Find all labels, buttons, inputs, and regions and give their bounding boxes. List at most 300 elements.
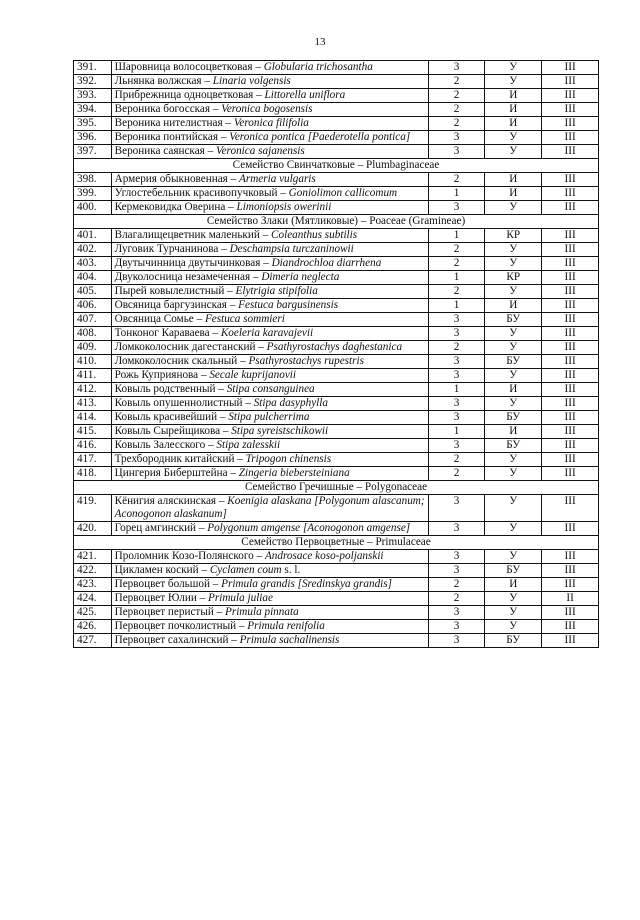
status-cell: У [485,257,542,271]
category-cell: 2 [428,173,485,187]
latin-name: Stipa zalesskii [216,439,281,451]
priority-cell: III [542,634,599,648]
row-number: 410. [74,355,112,369]
category-cell: 1 [428,271,485,285]
row-number: 391. [74,61,112,75]
category-cell: 2 [428,341,485,355]
category-cell: 3 [428,411,485,425]
species-table [73,60,599,648]
status-cell: У [485,369,542,383]
table-row [74,383,599,397]
latin-name: Deschampsia turczaninowii [229,243,354,255]
priority-cell: III [542,397,599,411]
priority-cell: III [542,173,599,187]
table-row [74,61,599,75]
species-name-cell: Ломкоколосник дагестанский – Psathyrostachys daghestanica [111,341,428,355]
table-row [74,271,599,285]
category-cell: 3 [428,369,485,383]
status-cell: У [485,620,542,634]
priority-cell: III [542,550,599,564]
priority-cell: III [542,606,599,620]
status-cell: БУ [485,313,542,327]
row-number: 425. [74,606,112,620]
species-name-cell: Рожь Куприянова – Secale kuprijanovii [111,369,428,383]
species-name-cell: Проломник Козо-Полянского – Androsace koso-poljanskii [111,550,428,564]
species-name-cell: Кермековидка Оверина – Limoniopsis owerinii [111,201,428,215]
row-number: 426. [74,620,112,634]
species-name-cell: Пырей ковылелистный – Elytrigia stipifolia [111,285,428,299]
priority-cell: III [542,285,599,299]
category-cell: 1 [428,187,485,201]
status-cell: БУ [485,411,542,425]
latin-name: Linaria volgensis [212,75,291,87]
species-name-cell: Тонконог Караваева – Koeleria karavajevii [111,327,428,341]
russian-name: Кёнигия аляскинская [114,495,217,507]
russian-name: Прибрежница одноцветковая [114,89,254,101]
category-cell: 2 [428,285,485,299]
status-cell: И [485,117,542,131]
category-cell: 3 [428,327,485,341]
russian-name: Луговик Турчанинова [114,243,219,255]
table-row [74,355,599,369]
table-row [74,467,599,481]
status-cell: И [485,89,542,103]
latin-name: Cyclamen coum [209,564,282,576]
status-cell: И [485,173,542,187]
russian-name: Влагалищецветник маленький [114,229,260,241]
category-cell: 2 [428,117,485,131]
species-name-cell: Льнянка волжская – Linaria volgensis [111,75,428,89]
russian-name: Ломкоколосник дагестанский [114,341,256,353]
row-number: 406. [74,299,112,313]
status-cell: У [485,131,542,145]
row-number: 405. [74,285,112,299]
status-cell: У [485,453,542,467]
row-number: 403. [74,257,112,271]
category-cell: 2 [428,578,485,592]
status-cell: У [485,285,542,299]
table-row [74,299,599,313]
priority-cell: II [542,592,599,606]
latin-name: Festuca bargusinensis [238,299,339,311]
row-number: 422. [74,564,112,578]
row-number: 409. [74,341,112,355]
status-cell: И [485,299,542,313]
table-row [74,117,599,131]
latin-name: Festuca sommieri [204,313,285,325]
latin-name: Secale kuprijanovii [209,369,297,381]
row-number: 412. [74,383,112,397]
russian-name: Овсяница Сомье [114,313,194,325]
priority-cell: III [542,564,599,578]
family-header: Семейство Первоцветные – Primulaceae [74,536,599,550]
priority-cell: III [542,313,599,327]
row-number: 404. [74,271,112,285]
priority-cell: III [542,495,599,522]
synonym-name: [Aconogonon amgense] [302,522,411,534]
latin-name: Primula juliae [208,592,273,604]
table-row [74,425,599,439]
table-row [74,313,599,327]
latin-name: Primula pinnata [225,606,299,618]
category-cell: 3 [428,606,485,620]
russian-name: Вероника саянская [114,145,205,157]
priority-cell: III [542,369,599,383]
table-row [74,131,599,145]
priority-cell: III [542,243,599,257]
category-cell: 3 [428,355,485,369]
table-row [74,495,599,522]
russian-name: Горец амгинский [114,522,197,534]
priority-cell: III [542,75,599,89]
latin-name: Littorella uniflora [264,89,346,101]
russian-name: Вероника нителистная [114,117,223,129]
species-name-cell: Ковыль красивейший – Stipa pulcherrima [111,411,428,425]
species-name-cell: Первоцвет почколистный – Primula renifolia [111,620,428,634]
table-row [74,75,599,89]
latin-name: Tripogon chinensis [245,453,332,465]
latin-name: Veronica filifolia [233,117,309,129]
category-cell: 2 [428,257,485,271]
row-number: 400. [74,201,112,215]
russian-name: Кермековидка Оверина [114,201,226,213]
category-cell: 2 [428,75,485,89]
species-name-cell: Вероника саянская – Veronica sajanensis [111,145,428,159]
russian-name: Рожь Куприянова [114,369,199,381]
status-cell: И [485,425,542,439]
latin-name: Diandrochloa diarrhena [271,257,382,269]
priority-cell: III [542,578,599,592]
status-cell: И [485,103,542,117]
russian-name: Первоцвет Юлии [114,592,197,604]
species-name-cell: Овсяница баргузинская – Festuca bargusinensis [111,299,428,313]
row-number: 424. [74,592,112,606]
category-cell: 1 [428,383,485,397]
row-number: 393. [74,89,112,103]
status-cell: У [485,550,542,564]
russian-name: Первоцвет перистый [114,606,214,618]
priority-cell: III [542,355,599,369]
table-row [74,229,599,243]
row-number: 401. [74,229,112,243]
row-number: 408. [74,327,112,341]
species-name-cell: Углостебельник красивопучковый – Goniolimon callicomum [111,187,428,201]
category-cell: 2 [428,89,485,103]
status-cell: У [485,495,542,522]
row-number: 415. [74,425,112,439]
category-cell: 2 [428,243,485,257]
row-number: 399. [74,187,112,201]
species-name-cell: Горец амгинский – Polygonum amgense [Aconogonon amgense] [111,522,428,536]
latin-name: Primula renifolia [247,620,325,632]
synonym-name: [Polygonum alascanum; Aconogonon alaskanum] [114,495,425,520]
priority-cell: III [542,103,599,117]
species-name-cell: Двуколосница незамеченная – Dimeria neglecta [111,271,428,285]
russian-name: Ломкоколосник скальный [114,355,238,367]
species-name-cell: Первоцвет большой – Primula grandis [Sredinskya grandis] [111,578,428,592]
status-cell: У [485,397,542,411]
family-header-row [74,481,599,495]
table-row [74,89,599,103]
row-number: 418. [74,467,112,481]
russian-name: Тонконог Караваева [114,327,210,339]
russian-name: Первоцвет сахалинский [114,634,229,646]
category-cell: 2 [428,592,485,606]
family-header: Семейство Гречишные – Polygonaceae [74,481,599,495]
latin-name: Primula sachalinensis [239,634,340,646]
category-cell: 2 [428,467,485,481]
latin-name: Stipa dasyphylla [253,397,328,409]
table-row [74,145,599,159]
species-name-cell: Шаровница волосоцветковая – Globularia trichosantha [111,61,428,75]
category-cell: 3 [428,439,485,453]
species-name-cell: Ковыль опушеннолистный – Stipa dasyphylla [111,397,428,411]
table-row [74,606,599,620]
table-row [74,564,599,578]
latin-name: Veronica sajanensis [216,145,305,157]
priority-cell: III [542,257,599,271]
table-row [74,453,599,467]
russian-name: Первоцвет почколистный [114,620,237,632]
row-number: 421. [74,550,112,564]
category-cell: 3 [428,313,485,327]
russian-name: Трехбородник китайский [114,453,235,465]
row-number: 395. [74,117,112,131]
russian-name: Шаровница волосоцветковая [114,61,253,73]
latin-name: Psathyrostachys rupestris [248,355,364,367]
priority-cell: III [542,61,599,75]
row-number: 396. [74,131,112,145]
russian-name: Цикламен коский [114,564,199,576]
status-cell: У [485,145,542,159]
table-row [74,620,599,634]
latin-name: Koeleria karavajevii [220,327,314,339]
category-cell: 1 [428,229,485,243]
status-cell: И [485,383,542,397]
table-row [74,592,599,606]
row-number: 402. [74,243,112,257]
species-name-cell: Двутычинница двутычинковая – Diandrochloa diarrhena [111,257,428,271]
priority-cell: III [542,439,599,453]
latin-name: Limoniopsis owerinii [236,201,332,213]
synonym-name: [Paederotella pontica] [307,131,411,143]
priority-cell: III [542,299,599,313]
species-name-cell: Цикламен коский – Cyclamen coum s. l. [111,564,428,578]
row-number: 398. [74,173,112,187]
status-cell: И [485,187,542,201]
species-name-cell: Прибрежница одноцветковая – Littorella uniflora [111,89,428,103]
priority-cell: III [542,425,599,439]
russian-name: Ковыль красивейший [114,411,218,423]
table-row [74,257,599,271]
category-cell: 3 [428,564,485,578]
russian-name: Углостебельник красивопучковый [114,187,278,199]
latin-name: Androsace koso-poljanskii [264,550,384,562]
species-name-cell: Ковыль родственный – Stipa consanguinea [111,383,428,397]
category-cell: 3 [428,634,485,648]
category-cell: 2 [428,453,485,467]
table-row [74,411,599,425]
priority-cell: III [542,229,599,243]
status-cell: БУ [485,634,542,648]
priority-cell: III [542,131,599,145]
species-name-cell: Луговик Турчанинова – Deschampsia turczaninowii [111,243,428,257]
russian-name: Двутычинница двутычинковая [114,257,261,269]
table-row [74,397,599,411]
category-cell: 1 [428,299,485,313]
species-name-cell: Первоцвет сахалинский – Primula sachalinensis [111,634,428,648]
priority-cell: III [542,187,599,201]
status-cell: БУ [485,564,542,578]
row-number: 419. [74,495,112,522]
row-number: 416. [74,439,112,453]
table-row [74,103,599,117]
table-row [74,285,599,299]
table-row [74,522,599,536]
species-name-cell: Вероника понтийская – Veronica pontica [Paederotella pontica] [111,131,428,145]
status-cell: И [485,578,542,592]
family-header-row [74,215,599,229]
species-name-cell: Цингерия Биберштейна – Zingeria biebersteiniana [111,467,428,481]
row-number: 394. [74,103,112,117]
latin-name: Stipa syreistschikowii [231,425,329,437]
status-cell: У [485,592,542,606]
table-row [74,201,599,215]
latin-name: Veronica bogosensis [221,103,313,115]
species-name-cell: Вероника нителистная – Veronica filifolia [111,117,428,131]
latin-name: Armeria vulgaris [239,173,316,185]
latin-name: Dimeria neglecta [261,271,340,283]
row-number: 420. [74,522,112,536]
status-cell: У [485,201,542,215]
priority-cell: III [542,522,599,536]
latin-suffix: s. l. [281,564,301,576]
priority-cell: III [542,145,599,159]
species-name-cell: Ковыль Залесского – Stipa zalesskii [111,439,428,453]
latin-name: Coleanthus subtilis [271,229,358,241]
russian-name: Цингерия Биберштейна [114,467,228,479]
priority-cell: III [542,411,599,425]
row-number: 427. [74,634,112,648]
status-cell: У [485,606,542,620]
synonym-name: [Sredinskya grandis] [297,578,392,590]
status-cell: У [485,327,542,341]
row-number: 414. [74,411,112,425]
species-name-cell: Ломкоколосник скальный – Psathyrostachys rupestris [111,355,428,369]
row-number: 423. [74,578,112,592]
table-row [74,243,599,257]
russian-name: Ковыль Залесского [114,439,206,451]
category-cell: 1 [428,425,485,439]
family-header-row [74,159,599,173]
status-cell: У [485,341,542,355]
priority-cell: III [542,467,599,481]
species-name-cell: Овсяница Сомье – Festuca sommieri [111,313,428,327]
row-number: 407. [74,313,112,327]
status-cell: У [485,243,542,257]
status-cell: У [485,467,542,481]
latin-name: Goniolimon callicomum [288,187,398,199]
table-row [74,634,599,648]
family-header-row [74,536,599,550]
latin-name: Elytrigia stipifolia [235,285,318,297]
category-cell: 3 [428,522,485,536]
latin-name: Primula grandis [221,578,295,590]
priority-cell: III [542,117,599,131]
russian-name: Ковыль опушеннолистный [114,397,243,409]
table-row [74,341,599,355]
russian-name: Проломник Козо-Полянского [114,550,254,562]
priority-cell: III [542,620,599,634]
species-name-cell: Кёнигия аляскинская – Koenigia alaskana [Polygonum alascanum; Aconogonon alaskanum] [111,495,428,522]
latin-name: Psathyrostachys daghestanica [266,341,403,353]
row-number: 413. [74,397,112,411]
table-row [74,187,599,201]
category-cell: 3 [428,397,485,411]
latin-name: Polygonum amgense [207,522,301,534]
status-cell: У [485,75,542,89]
status-cell: КР [485,229,542,243]
species-name-cell: Первоцвет Юлии – Primula juliae [111,592,428,606]
russian-name: Ковыль Сырейщикова [114,425,221,437]
row-number: 392. [74,75,112,89]
latin-name: Stipa pulcherrima [228,411,310,423]
row-number: 417. [74,453,112,467]
species-name-cell: Трехбородник китайский – Tripogon chinensis [111,453,428,467]
russian-name: Льнянка волжская [114,75,202,87]
category-cell: 3 [428,201,485,215]
page-number: 13 [314,36,326,48]
table-row [74,578,599,592]
priority-cell: III [542,271,599,285]
russian-name: Первоцвет большой [114,578,210,590]
russian-name: Ковыль родственный [114,383,216,395]
species-name-cell: Вероника богосская – Veronica bogosensis [111,103,428,117]
priority-cell: III [542,453,599,467]
species-name-cell: Армерия обыкновенная – Armeria vulgaris [111,173,428,187]
russian-name: Овсяница баргузинская [114,299,227,311]
category-cell: 3 [428,145,485,159]
species-name-cell: Ковыль Сырейщикова – Stipa syreistschikowii [111,425,428,439]
priority-cell: III [542,327,599,341]
priority-cell: III [542,201,599,215]
row-number: 411. [74,369,112,383]
priority-cell: III [542,341,599,355]
family-header: Семейство Свинчатковые – Plumbaginaceae [74,159,599,173]
category-cell: 2 [428,103,485,117]
status-cell: БУ [485,355,542,369]
family-header: Семейство Злаки (Мятликовые) – Poaceae (Gramineae) [74,215,599,229]
status-cell: БУ [485,439,542,453]
latin-name: Koenigia alaskana [227,495,312,507]
russian-name: Двуколосница незамеченная [114,271,251,283]
priority-cell: III [542,89,599,103]
status-cell: У [485,522,542,536]
category-cell: 3 [428,550,485,564]
russian-name: Вероника богосская [114,103,211,115]
table-row [74,439,599,453]
table-row [74,173,599,187]
category-cell: 3 [428,61,485,75]
table-row [74,550,599,564]
status-cell: У [485,61,542,75]
status-cell: КР [485,271,542,285]
table-row [74,327,599,341]
category-cell: 3 [428,620,485,634]
russian-name: Армерия обыкновенная [114,173,228,185]
table-row [74,369,599,383]
species-name-cell: Влагалищецветник маленький – Coleanthus subtilis [111,229,428,243]
